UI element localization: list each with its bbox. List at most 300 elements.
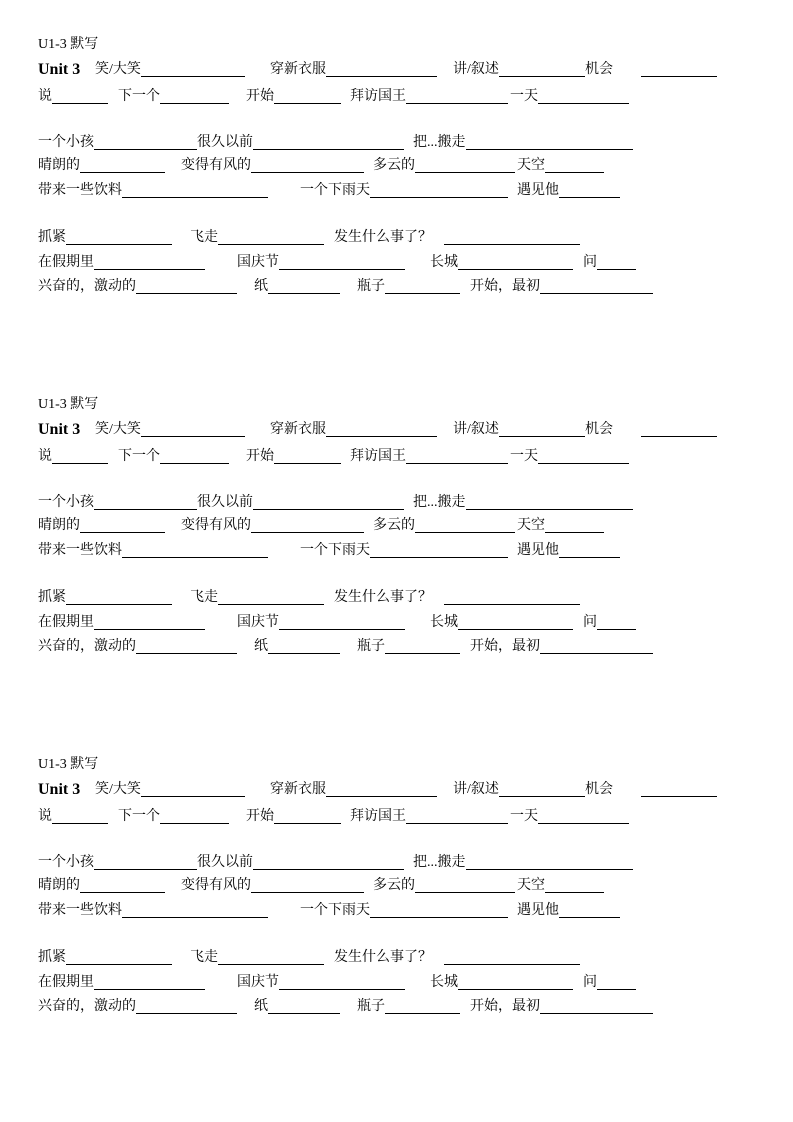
answer-blank[interactable] <box>80 517 165 533</box>
vocab-prompt: 晴朗的 <box>38 158 80 173</box>
vocab-item <box>453 60 585 80</box>
vocab-item <box>583 973 636 993</box>
vocab-prompt: 晴朗的 <box>38 878 80 893</box>
vocab-item <box>38 807 108 827</box>
answer-blank[interactable] <box>94 254 205 270</box>
answer-blank[interactable] <box>326 61 437 77</box>
vocab-prompt: 多云的 <box>373 878 415 893</box>
vocab-prompt: 笑/大笑 <box>95 422 141 437</box>
vocab-item <box>38 277 237 297</box>
answer-blank[interactable] <box>279 974 405 990</box>
vocab-item <box>453 420 585 440</box>
vocab-item <box>38 876 165 896</box>
vocab-item <box>38 87 108 107</box>
answer-blank[interactable] <box>559 542 620 558</box>
answer-blank[interactable] <box>597 254 636 270</box>
vocab-prompt: 问 <box>583 255 597 270</box>
answer-blank[interactable] <box>385 998 460 1014</box>
vocab-item <box>585 780 717 800</box>
vocab-item <box>197 133 404 153</box>
answer-blank[interactable] <box>122 542 268 558</box>
vocab-item <box>357 637 460 657</box>
vocab-prompt: 飞走 <box>190 590 218 605</box>
answer-blank[interactable] <box>251 877 364 893</box>
exercise-row <box>0 156 793 176</box>
exercise-row <box>0 901 793 921</box>
answer-blank[interactable] <box>641 61 717 77</box>
vocab-prompt: 拜访国王 <box>350 449 406 464</box>
answer-blank[interactable] <box>545 517 604 533</box>
vocab-item <box>517 516 604 536</box>
unit-title: Unit 3 <box>38 781 81 798</box>
answer-blank[interactable] <box>499 421 585 437</box>
vocab-item <box>181 876 364 896</box>
exercise-row <box>0 277 793 297</box>
answer-blank[interactable] <box>268 638 340 654</box>
vocab-prompt: 机会 <box>585 422 613 437</box>
vocab-item <box>95 420 245 440</box>
vocab-prompt: 带来一些饮料 <box>38 543 122 558</box>
vocab-item <box>38 637 237 657</box>
answer-blank[interactable] <box>385 278 460 294</box>
vocab-prompt: 瓶子 <box>357 279 385 294</box>
vocab-prompt: 多云的 <box>373 518 415 533</box>
vocab-prompt: 拜访国王 <box>350 809 406 824</box>
vocab-prompt: 遇见他 <box>517 183 559 198</box>
answer-blank[interactable] <box>279 254 405 270</box>
vocab-prompt: 国庆节 <box>237 255 279 270</box>
vocab-prompt: 长城 <box>430 255 458 270</box>
answer-blank[interactable] <box>499 781 585 797</box>
answer-blank[interactable] <box>122 902 268 918</box>
vocab-item <box>237 613 405 633</box>
vocab-item <box>350 807 508 827</box>
vocab-prompt: 瓶子 <box>357 999 385 1014</box>
exercise-row <box>0 181 793 201</box>
vocab-item <box>38 156 165 176</box>
vocab-item <box>38 948 172 968</box>
answer-blank[interactable] <box>253 494 404 510</box>
vocab-item <box>517 876 604 896</box>
vocab-prompt: 笑/大笑 <box>95 782 141 797</box>
answer-blank[interactable] <box>218 589 324 605</box>
vocab-item <box>585 60 717 80</box>
vocab-prompt: 一个小孩 <box>38 135 94 150</box>
vocab-prompt: 一个下雨天 <box>300 903 370 918</box>
vocab-prompt: 变得有风的 <box>181 878 251 893</box>
vocab-prompt: 开始 <box>246 449 274 464</box>
exercise-row <box>0 637 793 657</box>
answer-blank[interactable] <box>559 902 620 918</box>
sheet-heading-line <box>0 755 793 775</box>
answer-blank[interactable] <box>80 157 165 173</box>
vocab-prompt: 飞走 <box>190 230 218 245</box>
vocab-item <box>38 541 268 561</box>
answer-blank[interactable] <box>326 421 437 437</box>
vocab-item <box>254 637 340 657</box>
exercise-row <box>0 516 793 536</box>
exercise-row <box>0 541 793 561</box>
vocab-item <box>38 133 197 153</box>
vocab-item <box>334 948 580 968</box>
vocab-prompt: 很久以前 <box>197 135 253 150</box>
vocab-prompt: 开始，最初 <box>470 999 540 1014</box>
vocab-item <box>470 997 653 1017</box>
answer-blank[interactable] <box>94 494 197 510</box>
vocab-prompt: 一个下雨天 <box>300 183 370 198</box>
answer-blank[interactable] <box>466 494 634 510</box>
answer-blank[interactable] <box>94 974 205 990</box>
answer-blank[interactable] <box>458 614 573 630</box>
vocab-prompt: 变得有风的 <box>181 158 251 173</box>
vocab-item <box>470 637 653 657</box>
vocab-prompt: 说 <box>38 449 52 464</box>
vocab-prompt: 说 <box>38 809 52 824</box>
answer-blank[interactable] <box>136 998 237 1014</box>
sheet-heading-line <box>0 35 793 55</box>
vocab-prompt: 天空 <box>517 158 545 173</box>
answer-blank[interactable] <box>499 61 585 77</box>
exercise-row <box>0 588 793 608</box>
exercise-row <box>0 447 793 467</box>
vocab-item <box>190 588 324 608</box>
vocab-item <box>38 447 108 467</box>
vocab-prompt: 天空 <box>517 518 545 533</box>
vocab-prompt: 纸 <box>254 279 268 294</box>
unit-title: Unit 3 <box>38 421 81 438</box>
answer-blank[interactable] <box>444 229 580 245</box>
answer-blank[interactable] <box>279 614 405 630</box>
answer-blank[interactable] <box>641 421 717 437</box>
vocab-item <box>413 133 633 153</box>
vocab-prompt: 穿新衣服 <box>270 62 326 77</box>
answer-blank[interactable] <box>370 902 508 918</box>
vocab-item <box>237 973 405 993</box>
vocab-item <box>470 277 653 297</box>
vocab-prompt: 讲/叙述 <box>453 62 499 77</box>
vocab-item <box>118 807 229 827</box>
vocab-item <box>510 447 629 467</box>
vocab-prompt: 讲/叙述 <box>453 422 499 437</box>
vocab-prompt: 下一个 <box>118 449 160 464</box>
exercise-row <box>0 133 793 153</box>
vocab-item <box>118 447 229 467</box>
dictation-sheet <box>0 395 793 695</box>
vocab-prompt: 发生什么事了？ <box>334 950 432 965</box>
answer-blank[interactable] <box>94 614 205 630</box>
vocab-item <box>373 876 515 896</box>
vocab-prompt: 晴朗的 <box>38 518 80 533</box>
vocab-item <box>95 60 245 80</box>
vocab-item <box>300 181 508 201</box>
vocab-item <box>38 853 197 873</box>
exercise-row <box>0 253 793 273</box>
vocab-item <box>430 973 573 993</box>
vocab-prompt: 在假期里 <box>38 975 94 990</box>
vocab-item <box>38 253 205 273</box>
vocab-prompt: 长城 <box>430 615 458 630</box>
answer-blank[interactable] <box>444 589 580 605</box>
vocab-item <box>430 613 573 633</box>
answer-blank[interactable] <box>415 877 515 893</box>
vocab-item <box>38 997 237 1017</box>
vocab-prompt: 一天 <box>510 89 538 104</box>
vocab-item <box>300 901 508 921</box>
vocab-prompt: 开始 <box>246 89 274 104</box>
vocab-item <box>118 87 229 107</box>
exercise-row <box>0 613 793 633</box>
vocab-prompt: 在假期里 <box>38 255 94 270</box>
vocab-prompt: 抓紧 <box>38 230 66 245</box>
answer-blank[interactable] <box>66 589 172 605</box>
vocab-prompt: 一天 <box>510 449 538 464</box>
answer-blank[interactable] <box>136 638 237 654</box>
vocab-prompt: 发生什么事了？ <box>334 230 432 245</box>
answer-blank[interactable] <box>370 182 508 198</box>
vocab-item <box>38 588 172 608</box>
dictation-sheet <box>0 35 793 335</box>
answer-blank[interactable] <box>385 638 460 654</box>
sheet-heading: U1-3 默写 <box>38 37 99 52</box>
vocab-item <box>254 997 340 1017</box>
vocab-prompt: 在假期里 <box>38 615 94 630</box>
exercise-row <box>0 780 793 800</box>
sheet-heading-line <box>0 395 793 415</box>
vocab-item <box>350 87 508 107</box>
vocab-item <box>373 516 515 536</box>
answer-blank[interactable] <box>559 182 620 198</box>
answer-blank[interactable] <box>160 88 229 104</box>
vocab-prompt: 纸 <box>254 639 268 654</box>
vocab-item <box>373 156 515 176</box>
vocab-prompt: 国庆节 <box>237 975 279 990</box>
vocab-item <box>270 60 437 80</box>
answer-blank[interactable] <box>406 448 508 464</box>
answer-blank[interactable] <box>251 157 364 173</box>
answer-blank[interactable] <box>540 998 653 1014</box>
exercise-row <box>0 973 793 993</box>
vocab-item <box>270 780 437 800</box>
vocab-item <box>38 181 268 201</box>
vocab-prompt: 兴奋的，激动的 <box>38 279 136 294</box>
vocab-prompt: 把...搬走 <box>413 135 466 150</box>
vocab-prompt: 兴奋的，激动的 <box>38 639 136 654</box>
answer-blank[interactable] <box>406 88 508 104</box>
vocab-item <box>95 780 245 800</box>
exercise-row <box>0 948 793 968</box>
vocab-item <box>585 420 717 440</box>
exercise-row <box>0 228 793 248</box>
answer-blank[interactable] <box>94 134 197 150</box>
answer-blank[interactable] <box>218 949 324 965</box>
vocab-item <box>334 228 580 248</box>
sheet-heading: U1-3 默写 <box>38 397 99 412</box>
vocab-item <box>583 253 636 273</box>
answer-blank[interactable] <box>466 134 634 150</box>
answer-blank[interactable] <box>141 781 245 797</box>
vocab-item <box>190 228 324 248</box>
vocab-prompt: 拜访国王 <box>350 89 406 104</box>
vocab-item <box>237 253 405 273</box>
vocab-prompt: 纸 <box>254 999 268 1014</box>
vocab-prompt: 一个小孩 <box>38 495 94 510</box>
answer-blank[interactable] <box>406 808 508 824</box>
vocab-prompt: 下一个 <box>118 809 160 824</box>
vocab-item <box>246 447 341 467</box>
vocab-item <box>38 973 205 993</box>
answer-blank[interactable] <box>52 448 108 464</box>
answer-blank[interactable] <box>251 517 364 533</box>
vocab-prompt: 开始，最初 <box>470 279 540 294</box>
vocab-prompt: 长城 <box>430 975 458 990</box>
vocab-item <box>246 87 341 107</box>
answer-blank[interactable] <box>274 88 341 104</box>
answer-blank[interactable] <box>274 448 341 464</box>
answer-blank[interactable] <box>94 854 197 870</box>
answer-blank[interactable] <box>141 421 245 437</box>
answer-blank[interactable] <box>415 517 515 533</box>
answer-blank[interactable] <box>538 448 629 464</box>
answer-blank[interactable] <box>545 157 604 173</box>
vocab-prompt: 很久以前 <box>197 855 253 870</box>
vocab-item <box>334 588 580 608</box>
vocab-prompt: 一天 <box>510 809 538 824</box>
vocab-prompt: 把...搬走 <box>413 855 466 870</box>
answer-blank[interactable] <box>540 278 653 294</box>
vocab-prompt: 穿新衣服 <box>270 422 326 437</box>
vocab-prompt: 变得有风的 <box>181 518 251 533</box>
vocab-item <box>357 997 460 1017</box>
answer-blank[interactable] <box>160 808 229 824</box>
answer-blank[interactable] <box>540 638 653 654</box>
vocab-prompt: 把...搬走 <box>413 495 466 510</box>
vocab-prompt: 带来一些饮料 <box>38 183 122 198</box>
answer-blank[interactable] <box>597 974 636 990</box>
exercise-row <box>0 493 793 513</box>
vocab-item <box>181 156 364 176</box>
vocab-prompt: 一个小孩 <box>38 855 94 870</box>
vocab-prompt: 说 <box>38 89 52 104</box>
exercise-row <box>0 997 793 1017</box>
vocab-item <box>300 541 508 561</box>
answer-blank[interactable] <box>268 998 340 1014</box>
vocab-prompt: 带来一些饮料 <box>38 903 122 918</box>
exercise-row <box>0 876 793 896</box>
vocab-prompt: 抓紧 <box>38 590 66 605</box>
vocab-item <box>517 181 620 201</box>
vocab-item <box>38 493 197 513</box>
vocab-item <box>583 613 636 633</box>
vocab-prompt: 一个下雨天 <box>300 543 370 558</box>
vocab-prompt: 笑/大笑 <box>95 62 141 77</box>
vocab-prompt: 机会 <box>585 62 613 77</box>
vocab-prompt: 飞走 <box>190 950 218 965</box>
vocab-item <box>413 853 633 873</box>
answer-blank[interactable] <box>66 229 172 245</box>
answer-blank[interactable] <box>253 134 404 150</box>
answer-blank[interactable] <box>80 877 165 893</box>
vocab-item <box>453 780 585 800</box>
vocab-item <box>510 807 629 827</box>
answer-blank[interactable] <box>66 949 172 965</box>
vocab-prompt: 瓶子 <box>357 639 385 654</box>
vocab-item <box>517 156 604 176</box>
exercise-row <box>0 420 793 440</box>
vocab-item <box>517 541 620 561</box>
vocab-prompt: 国庆节 <box>237 615 279 630</box>
answer-blank[interactable] <box>52 88 108 104</box>
vocab-prompt: 问 <box>583 975 597 990</box>
vocab-item <box>38 901 268 921</box>
exercise-row <box>0 60 793 80</box>
answer-blank[interactable] <box>141 61 245 77</box>
vocab-prompt: 开始，最初 <box>470 639 540 654</box>
vocab-prompt: 遇见他 <box>517 543 559 558</box>
exercise-row <box>0 853 793 873</box>
vocab-item <box>246 807 341 827</box>
answer-blank[interactable] <box>136 278 237 294</box>
unit-title: Unit 3 <box>38 61 81 78</box>
vocab-prompt: 穿新衣服 <box>270 782 326 797</box>
vocab-item <box>38 613 205 633</box>
vocab-item <box>430 253 573 273</box>
answer-blank[interactable] <box>326 781 437 797</box>
answer-blank[interactable] <box>415 157 515 173</box>
answer-blank[interactable] <box>538 88 629 104</box>
answer-blank[interactable] <box>52 808 108 824</box>
answer-blank[interactable] <box>268 278 340 294</box>
answer-blank[interactable] <box>218 229 324 245</box>
sheet-heading: U1-3 默写 <box>38 757 99 772</box>
vocab-prompt: 兴奋的，激动的 <box>38 999 136 1014</box>
answer-blank[interactable] <box>444 949 580 965</box>
vocab-prompt: 下一个 <box>118 89 160 104</box>
dictation-sheet <box>0 755 793 1055</box>
vocab-item <box>254 277 340 297</box>
answer-blank[interactable] <box>466 854 634 870</box>
vocab-prompt: 遇见他 <box>517 903 559 918</box>
answer-blank[interactable] <box>545 877 604 893</box>
vocab-prompt: 天空 <box>517 878 545 893</box>
vocab-item <box>197 493 404 513</box>
answer-blank[interactable] <box>253 854 404 870</box>
answer-blank[interactable] <box>274 808 341 824</box>
vocab-item <box>357 277 460 297</box>
answer-blank[interactable] <box>641 781 717 797</box>
answer-blank[interactable] <box>458 254 573 270</box>
vocab-prompt: 很久以前 <box>197 495 253 510</box>
vocab-prompt: 问 <box>583 615 597 630</box>
vocab-prompt: 开始 <box>246 809 274 824</box>
answer-blank[interactable] <box>538 808 629 824</box>
vocab-prompt: 讲/叙述 <box>453 782 499 797</box>
answer-blank[interactable] <box>597 614 636 630</box>
vocab-prompt: 抓紧 <box>38 950 66 965</box>
vocab-item <box>517 901 620 921</box>
answer-blank[interactable] <box>160 448 229 464</box>
vocab-item <box>413 493 633 513</box>
vocab-item <box>181 516 364 536</box>
vocab-item <box>197 853 404 873</box>
answer-blank[interactable] <box>370 542 508 558</box>
vocab-prompt: 机会 <box>585 782 613 797</box>
vocab-item <box>38 228 172 248</box>
vocab-item <box>510 87 629 107</box>
answer-blank[interactable] <box>122 182 268 198</box>
exercise-row <box>0 807 793 827</box>
answer-blank[interactable] <box>458 974 573 990</box>
vocab-prompt: 发生什么事了？ <box>334 590 432 605</box>
